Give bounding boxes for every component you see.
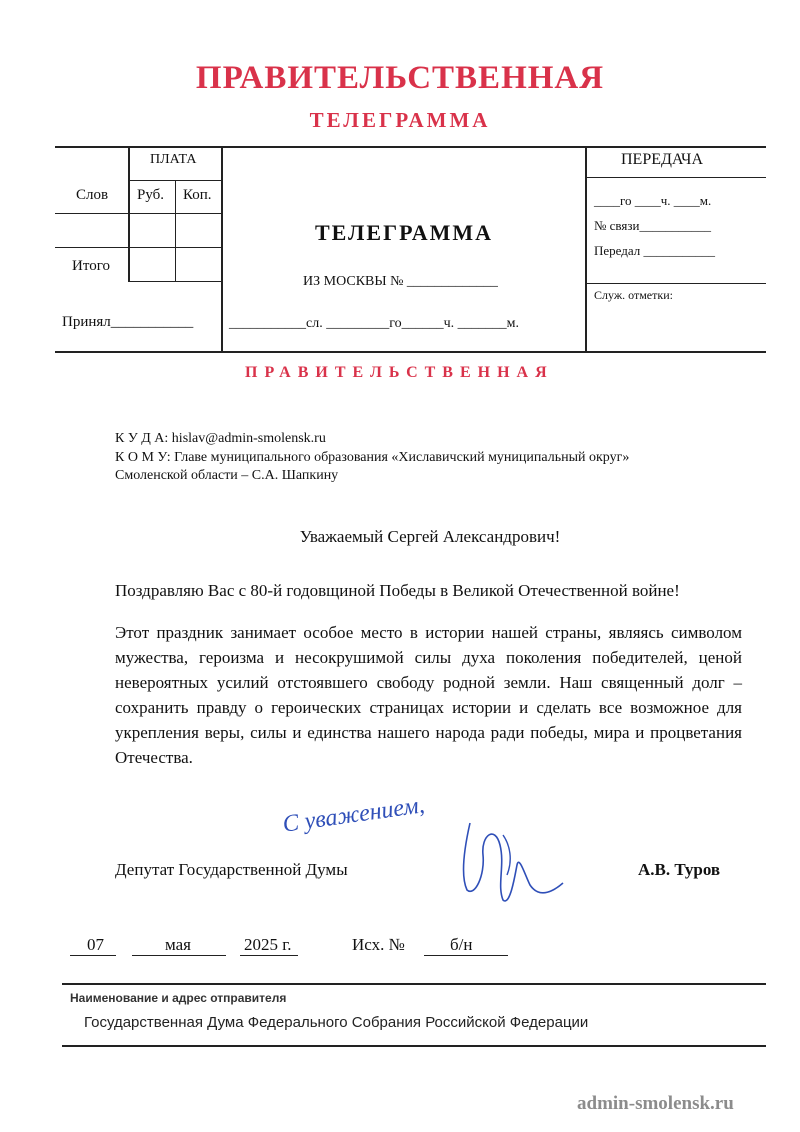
rub-label: Руб. <box>137 187 165 203</box>
connection-number-line: № связи___________ <box>594 218 711 233</box>
address-recipient-region: Смоленской области – С.А. Шапкину <box>115 468 339 483</box>
address-to-email: К У Д А: hislav@admin-smolensk.ru <box>115 431 326 446</box>
service-marks-label: Служ. отметки: <box>594 288 673 302</box>
letter-paragraph-2: Этот праздник занимает особое место в истории нашей страны, являясь символом мужества, героизма и несокрушимой силы духа поколения победителей, ценой невероятных усилий отстоявшего свободу родной земли. Наш священный долг – сохранить правду о героических страницах истории и сделать все возможное для укрепления веры, силы и единства нашего народа ради победы, мира и процветания Отечества. <box>115 623 742 767</box>
telegram-header-title: ПРАВИТЕЛЬСТВЕННАЯ <box>195 60 605 96</box>
telegram-header-subtitle: ТЕЛЕГРАММА <box>309 108 491 132</box>
center-telegram-title: ТЕЛЕГРАММА <box>314 220 494 245</box>
site-watermark: admin-smolensk.ru <box>577 1093 734 1114</box>
letter-paragraph-1: Поздравляю Вас с 80-й годовщиной Победы в Великой Отечественной войне! <box>115 581 680 600</box>
slov-label: Слов <box>76 187 109 203</box>
date-year: 2025 г. <box>244 935 292 954</box>
outgoing-number-value: б/н <box>450 935 473 954</box>
transferred-by-line: Передал ___________ <box>594 243 715 258</box>
kop-label: Коп. <box>183 187 212 203</box>
from-moscow-number: ИЗ МОСКВЫ № _____________ <box>303 274 498 289</box>
transfer-time-line: ____го ____ч. ____м. <box>594 193 712 208</box>
sender-name: Государственная Дума Федерального Собрания Российской Федерации <box>84 1014 589 1031</box>
form-bottom-red-title: ПРАВИТЕЛЬСТВЕННАЯ <box>245 364 554 381</box>
peredacha-label: ПЕРЕДАЧА <box>621 151 703 168</box>
plata-label: ПЛАТА <box>150 152 197 167</box>
date-month: мая <box>165 935 192 954</box>
handwritten-regards: С уважением, <box>281 792 427 838</box>
itogo-label: Итого <box>72 258 110 274</box>
outgoing-number-label: Исх. № <box>352 935 405 954</box>
prinyal-field: Принял___________ <box>62 314 194 330</box>
center-bottom-line: ___________сл. _________го______ч. _______м. <box>229 316 519 331</box>
address-recipient: К О М У: Главе муниципального образования «Хиславичский муниципальный округ» <box>115 450 630 465</box>
sender-label: Наименование и адрес отправителя <box>70 991 287 1005</box>
date-day: 07 <box>87 935 104 954</box>
signer-name: А.В. Туров <box>638 860 721 879</box>
signer-position: Депутат Государственной Думы <box>115 860 348 879</box>
letter-greeting: Уважаемый Сергей Александрович! <box>299 527 561 546</box>
signature-icon <box>455 815 575 910</box>
